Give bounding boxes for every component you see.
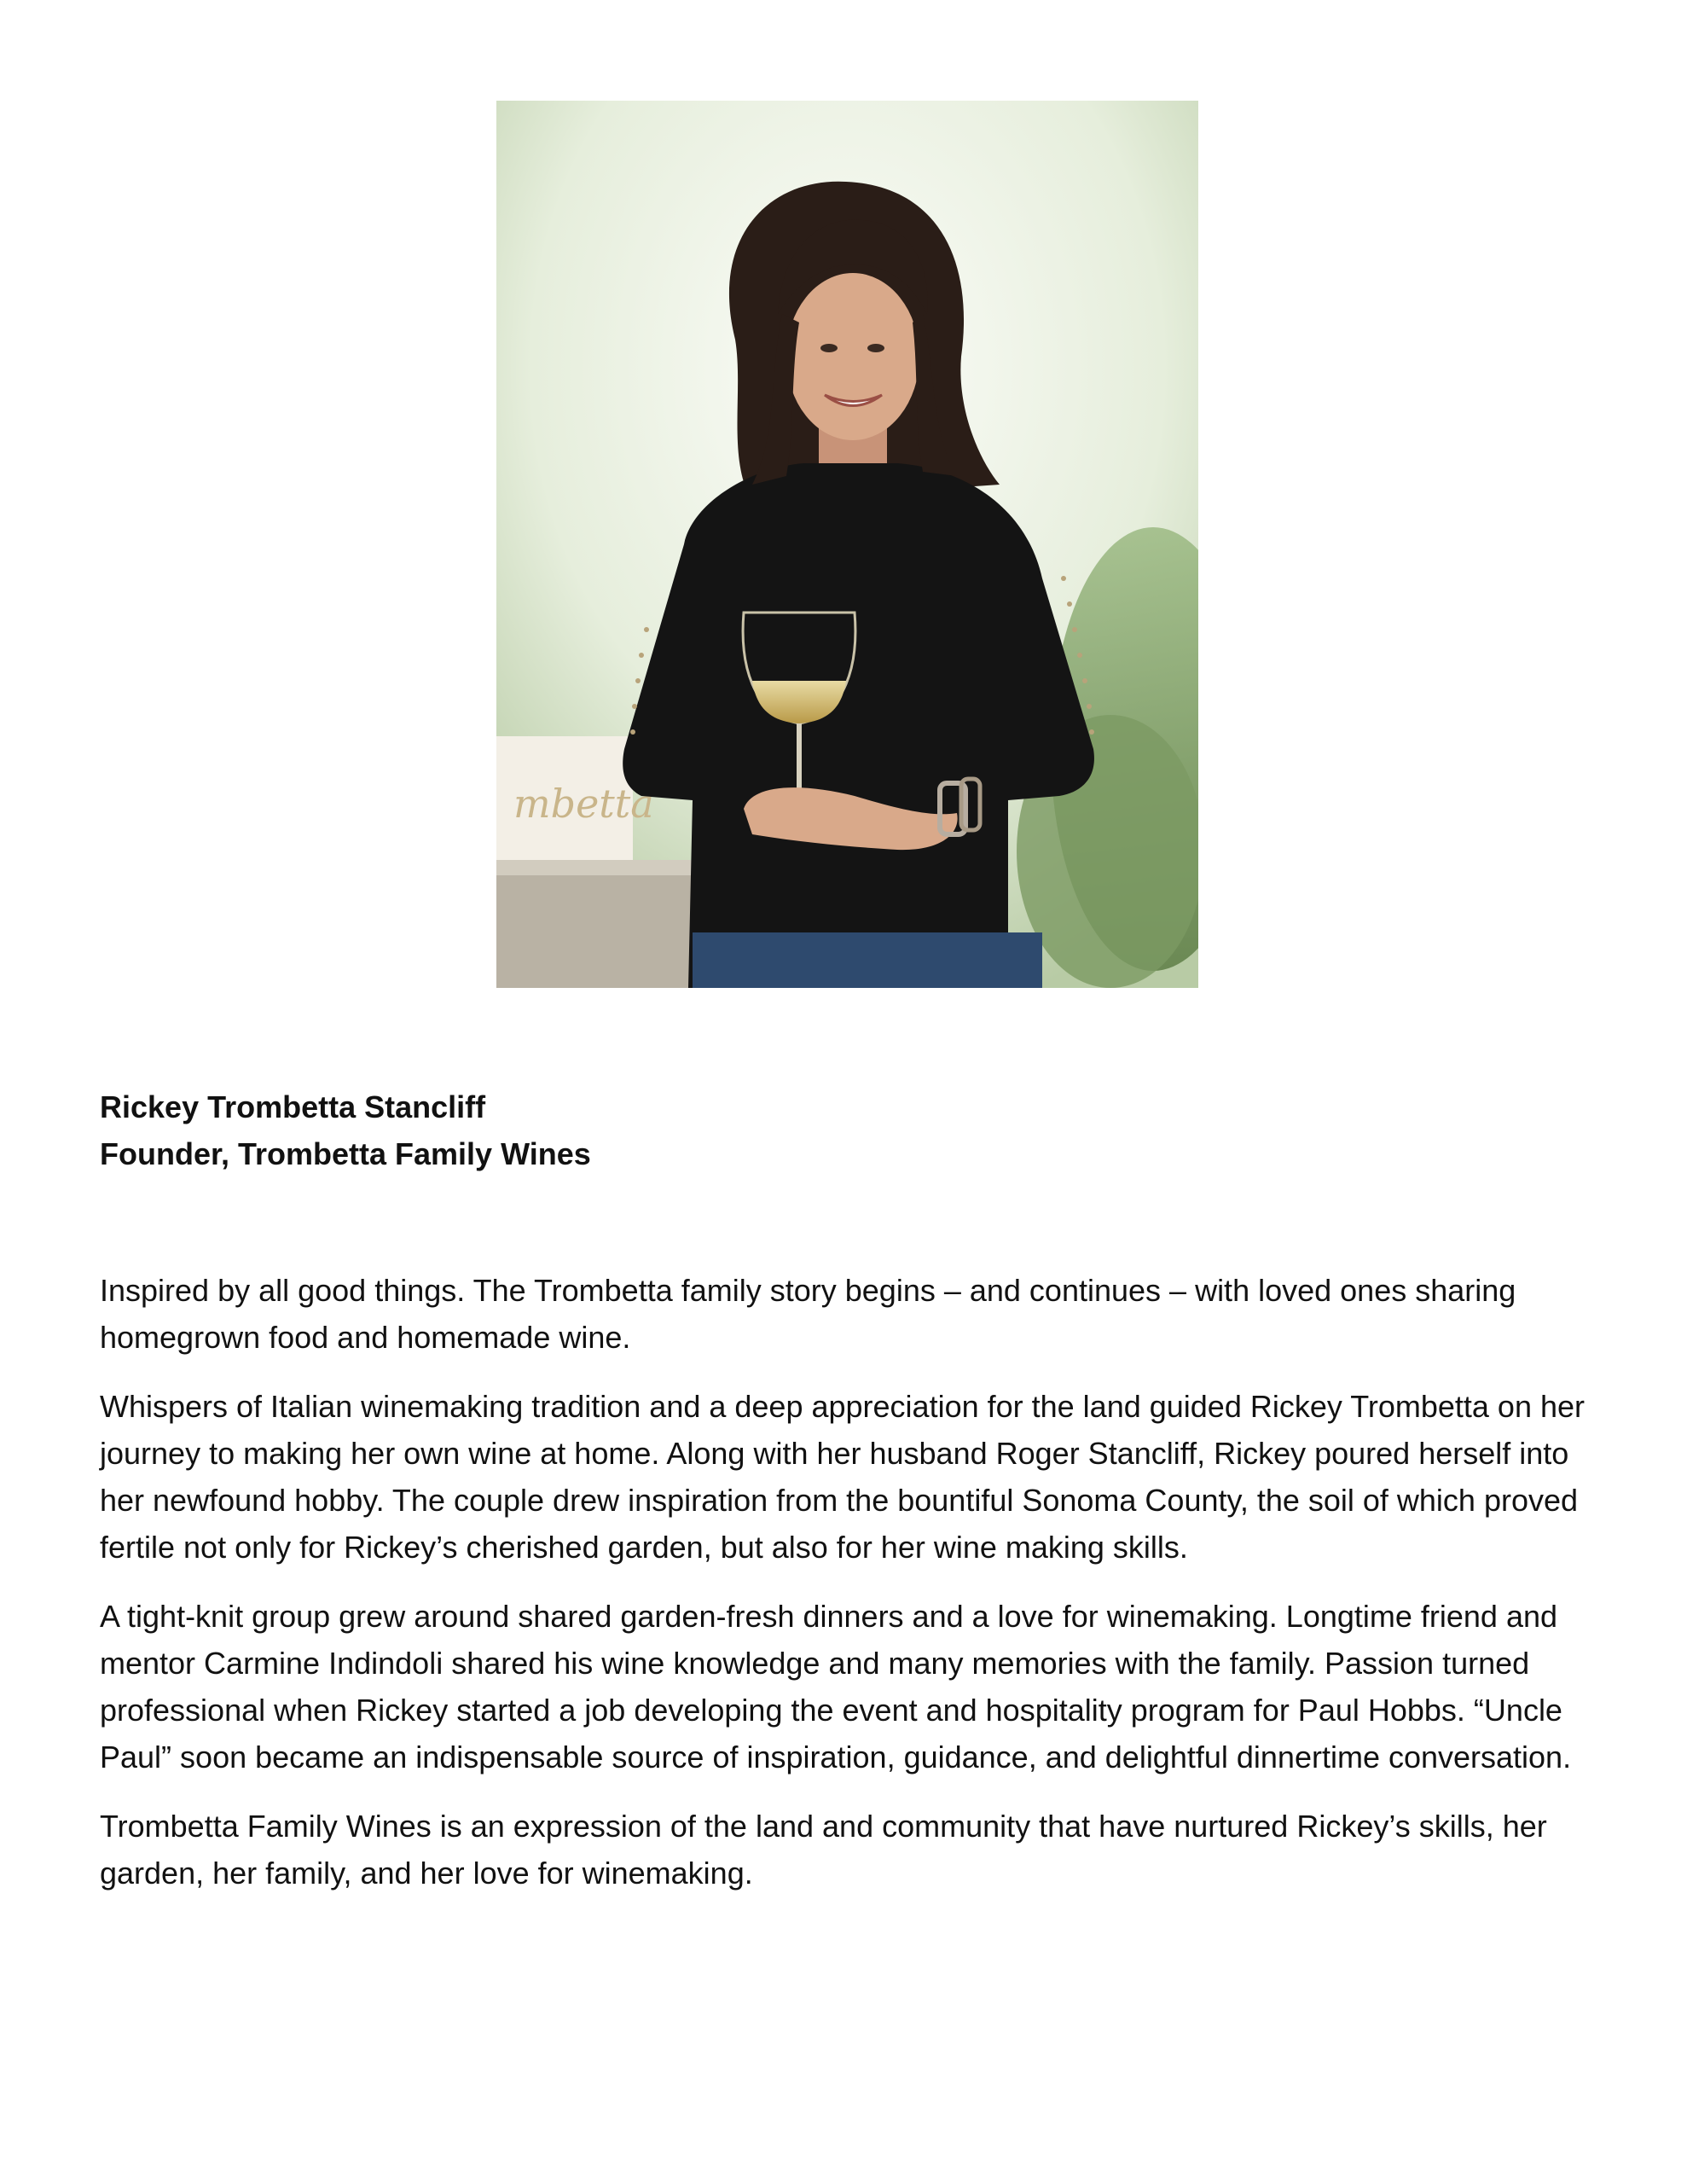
bio-paragraph: Trombetta Family Wines is an expression of the land and community that have nurtured Rickey’s skills, her garden, her family, and her love for winemaking. xyxy=(100,1809,1547,1891)
bio-heading xyxy=(100,1083,1550,1177)
bio-paragraph: A tight-knit group grew around shared garden-fresh dinners and a love for winemaking. Longtime friend and mentor Carmine Indindoli shared his wine knowledge and many memories with the family. Passion turned professional when Rickey started a job developing the event and hospitality program for Paul Hobbs. “Uncle Paul” soon became an indispensable source of inspiration, guidance, and delightful dinnertime conversation. xyxy=(100,1599,1572,1774)
bio-paragraph: Inspired by all good things. The Trombetta family story begins – and continues – with loved ones sharing homegrown food and homemade wine. xyxy=(100,1273,1516,1355)
portrait-illustration xyxy=(496,101,1198,988)
svg-text:mbetta: mbetta xyxy=(513,781,654,827)
person-role: Founder, Trombetta Family Wines xyxy=(100,1136,591,1171)
bio-body xyxy=(100,1267,1601,1919)
person-name: Rickey Trombetta Stancliff xyxy=(100,1089,486,1124)
portrait-photo xyxy=(496,101,1198,988)
bio-paragraph: Whispers of Italian winemaking tradition and a deep appreciation for the land guided Rickey Trombetta on her journey to making her own wine at home. Along with her husband Roger Stancliff, Rickey poured herself into her newfound hobby. The couple drew inspiration from the bountiful Sonoma County, the soil of which proved fertile not only for Rickey’s cherished garden, but also for her wine making skills. xyxy=(100,1389,1586,1565)
